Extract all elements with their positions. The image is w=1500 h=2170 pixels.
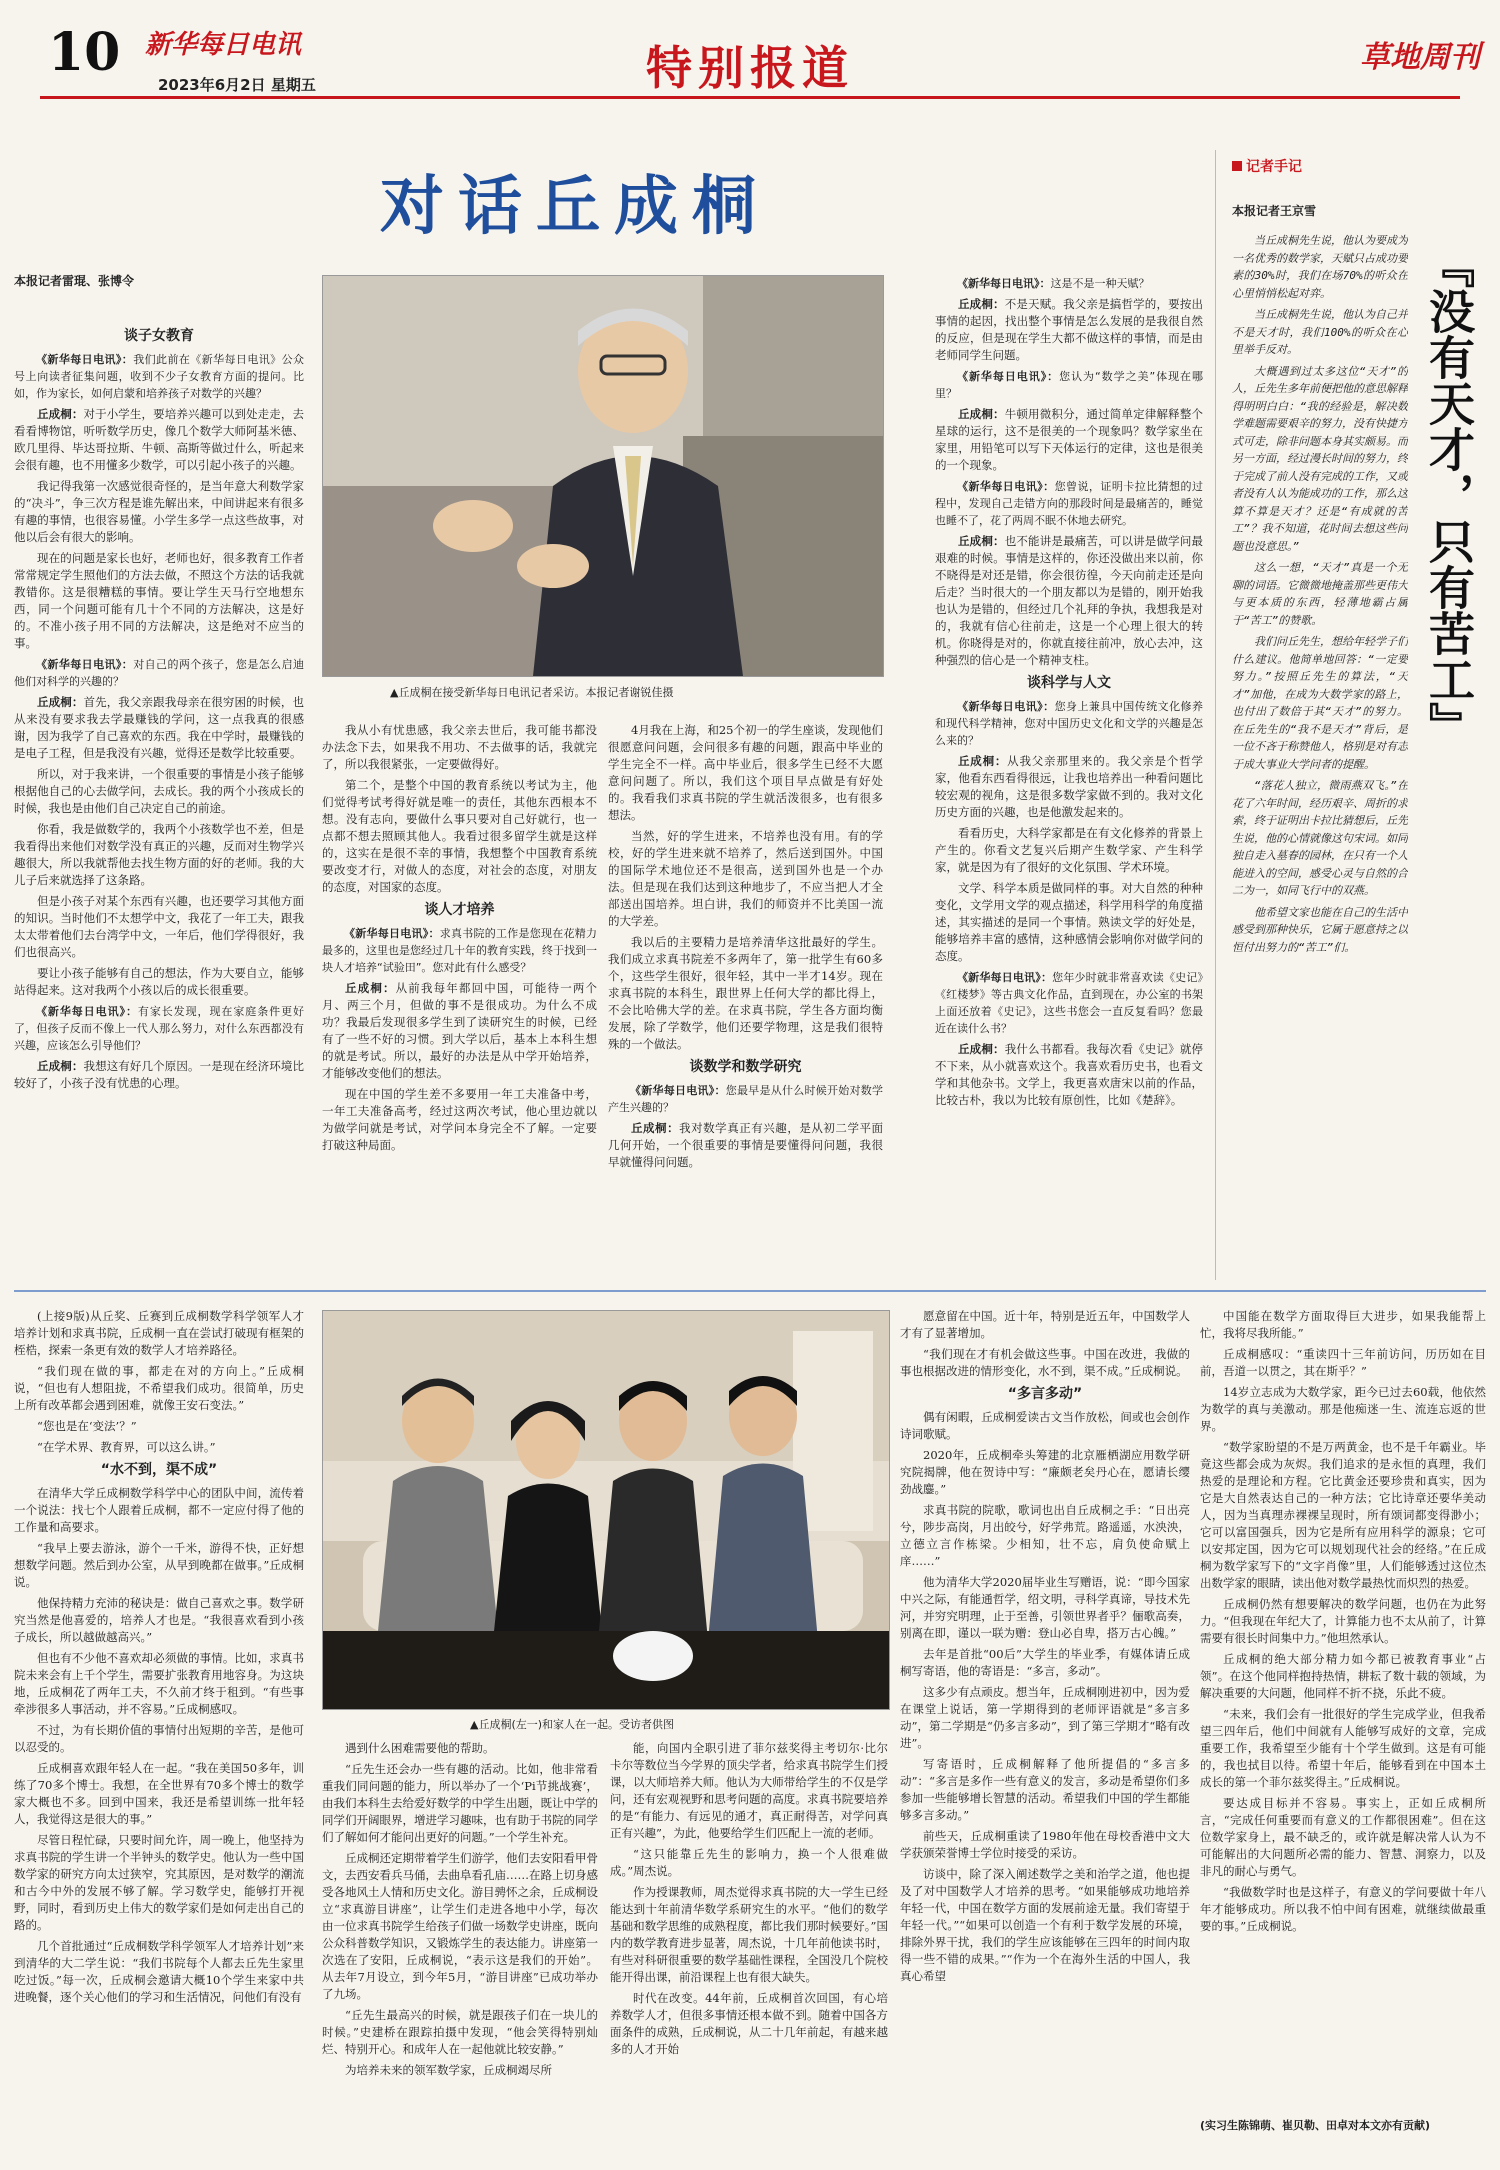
lower-column-1-body: [14, 1308, 304, 1456]
lower-column-3-body: [610, 1740, 888, 2058]
paragraph: 《新华每日电讯》：您曾说，证明卡拉比猜想的过程中，发现自己走错方向的那段时间是最痛苦的，睡觉也睡不了，花了两周不眠不休地去研究。: [935, 480, 1203, 527]
paragraph: 《新华每日电讯》：您认为“数学之美”体现在哪里？: [935, 370, 1203, 400]
paragraph: 丘成桐：从我父亲那里来的。我父亲是个哲学家，他看东西看得很远，让我也培养出一种看问题比较宏观的视角，这是很多数学家做不到的。我对文化历史方面的兴趣，也是他激发起来的。: [935, 754, 1203, 819]
paragraph: 所以，对于我来讲，一个很重要的事情是小孩子能够根据他自己的心去做学问，去成长。我的两个小孩成长的时候，我也是由他们自己决定自己的前途。: [14, 767, 304, 815]
paragraph: 遇到什么困难需要他的帮助。: [345, 1741, 495, 1755]
column-3: [608, 722, 883, 1282]
paragraph: “我做数学时也是这样子，有意义的学问要做十年八年才能够成功。所以我不怕中间有困难，就继续做最重要的事。”丘成桐说。: [1200, 1885, 1486, 1933]
column-1: [14, 322, 304, 1272]
lower-column-5: [1200, 1308, 1486, 2123]
issue-date: 2023年6月2日 星期五: [158, 76, 316, 94]
column-1-body: [14, 351, 304, 1092]
paragraph: 他希望文家也能在自己的生活中感受到那种快乐，它属于愿意持之以恒付出努力的“苦工”们。: [1232, 905, 1408, 954]
answer-lead: 丘成桐：: [37, 695, 84, 709]
paragraph: 丘成桐：我什么书都看。我每次看《史记》就停不下来，从小就喜欢这个。我喜欢看历史书，也看文学和其他杂书。文学上，我更喜欢唐宋以前的作品，比较古朴，我以为比较有原创性，比如《楚辞》。: [935, 1042, 1203, 1107]
paragraph: 前些天，丘成桐重读了1980年他在母校香港中文大学获颁荣誉博士学位时接受的采访。: [900, 1829, 1190, 1860]
paragraph: 《新华每日电讯》：您年少时就非常喜欢读《史记》《红楼梦》等古典文化作品，直到现在，办公室的书架上面还放着《史记》，这些书您会一直反复看吗？您最近在读什么书？: [935, 971, 1203, 1035]
interview-photo: [322, 275, 884, 677]
paragraph: 但也有不少他不喜欢却必须做的事情。比如，求真书院未来会有上千个学生，需要扩张教育用地容身。为这块地，丘成桐花了两年工夫，不久前才终于租到。“有些事牵涉很多人事活动，并不容易。”丘成桐感叹。: [14, 1651, 304, 1716]
paragraph: 当丘成桐先生说，他认为要成为一名优秀的数学家，天赋只占成功要素的30%时，我们在场70%的听众在心里悄悄松起对弈。: [1232, 234, 1408, 300]
section-heading-water: “水不到，渠不成”: [100, 1462, 218, 1478]
article-title: 对话丘成桐: [380, 169, 770, 244]
section-heading-math: 谈数学和数学研究: [689, 1059, 802, 1075]
lower-column-4-body: [900, 1308, 1190, 1380]
lower-column-1-body-b: [14, 1485, 304, 2006]
paragraph: 求真书院的院歌，歌词也出自丘成桐之手：“日出亮兮，陟步高岗，月出皎兮，好学弗荒。路遥遥，水泱泱，立德立言作栋梁。少相知，壮不忘，肩负使命赋上庠……”: [900, 1503, 1190, 1568]
page-number: 10: [48, 22, 121, 83]
lower-column-2-body: [322, 1740, 598, 2079]
photo1-caption: ▲丘成桐在接受新华每日电讯记者采访。本报记者谢锐佳摄: [390, 686, 674, 699]
question-lead: 《新华每日电讯》：: [957, 277, 1051, 290]
answer-lead: 丘成桐：: [958, 407, 1005, 421]
paragraph: “未来，我们会有一批很好的学生完成学业，但我希望三四年后，他们中间就有人能够写成好的文章，完成重要工作，我希望至少能有十个学生做到。这是有可能的，我也拭目以待。希望十年后，能够看到在中国本土成长的第一个菲尔兹奖得主。”丘成桐说。: [1200, 1707, 1486, 1789]
paragraph: 能，向国内全职引进了菲尔兹奖得主考切尔·比尔卡尔等数位当今学界的顶尖学者，给求真书院学生们授课，以大师培养大师。他认为大师带给学生的不仅是学问，还有宏观视野和思考问题的高度。求真书院要培养的是“有能力、有远见的通才，真正耐得苦，对学问真正有兴趣”，为此，他要给学生们匹配上一流的老师。: [610, 1741, 888, 1840]
paragraph: “您也是在‘变法’？”: [37, 1419, 137, 1433]
paragraph: 尽管日程忙碌，只要时间允许，周一晚上，他坚持为求真书院的学生讲一个半钟头的数学史。他认为一些中国数学家的研究方向太过狭窄，究其原因，是对数学的潮流和古今中外的发展不够了解。学习数学史，能够打开视野，同时，看到历史上伟大的数学家们是如何走出自己的路的。: [14, 1833, 304, 1932]
section-heading-talent: 谈人才培养: [424, 902, 495, 918]
answer-lead: 丘成桐：: [958, 534, 1005, 548]
paragraph: 但是小孩子对某个东西有兴趣，也还要学习其他方面的知识。当时他们不太想学中文，我花了一年工夫，跟我太太带着他们去台湾学中文，一年后，他们学得很好，我们也很高兴。: [14, 894, 304, 959]
lower-column-2: [322, 1740, 598, 2150]
paper-name: 新华每日电讯: [145, 30, 302, 60]
paragraph: 丘成桐：我对数学真正有兴趣，是从初二学平面几何开始，一个很重要的事情是要懂得问问题，我很早就懂得问问题。: [608, 1121, 883, 1169]
paragraph: 丘成桐：对于小学生，要培养兴趣可以到处走走，去看看博物馆，听听数学历史，像几个数学大师阿基米德、欧几里得、毕达哥拉斯、牛顿、高斯等做过什么，听起来会很有趣，也不用懂多少数学，可以引起小孩子的兴趣。: [14, 407, 304, 472]
question-lead: 《新华每日电讯》：: [957, 370, 1060, 383]
column-3-body-b: [608, 1082, 883, 1171]
paragraph: 我记得我第一次感觉很奇怪的，是当年意大利数学家的“决斗”，争三次方程是谁先解出来，中间讲起来有很多有趣的事情，也很容易懂。小学生多学一点这些故事，对他以后会有很大的影响。: [14, 479, 304, 544]
paragraph: “在学术界、教育界，可以这么讲。”: [37, 1440, 216, 1454]
paragraph: 第二个，是整个中国的教育系统以考试为主，他们觉得考试考得好就是唯一的责任，其他东西根本不想。没有志向，要做什么事只要对自己好就行，也一点都不想去照顾其他人。我看过很多留学生就是这样的，这实在是很不幸的事情，我想整个中国教育系统要改变才行，对做人的态度，对社会的态度，对朋友的态度，对国家的态度。: [322, 778, 597, 894]
paragraph: “丘先生最高兴的时候，就是跟孩子们在一块儿的时候。”史建桥在跟踪拍摄中发现，“他会笑得特别灿烂、特别开心。和成年人在一起他就比较安静。”: [322, 2008, 598, 2056]
paragraph: “这只能靠丘先生的影响力，换一个人很难做成。”周杰说。: [610, 1847, 888, 1878]
paragraph: 大概遇到过太多这位“天才”的人，丘先生多年前便把他的意思解释得明明白白：“我的经验是，解决数学难题需要艰辛的努力，没有快捷方式可走，除非问题本身其实颇易。而另一方面，经过漫长时间的努力，终于完成了前人没有完成的工作，又或者没有人认为能成功的工作，那么这算不算是天才？还是“有成就的苦工”？我不知道，花时间去想这些问题也没意思。”: [1232, 364, 1408, 553]
sidebar-title: 『没有天才，只有苦工』: [1422, 242, 1476, 748]
section-heading-science: 谈科学与人文: [1027, 675, 1111, 691]
article-byline: 本报记者雷琨、张博令: [14, 274, 135, 288]
question-lead: 《新华每日电讯》：: [957, 480, 1055, 493]
paragraph: 《新华每日电讯》：这是不是一种天赋？: [957, 277, 1150, 290]
question-lead: 《新华每日电讯》：: [36, 1005, 138, 1018]
paragraph: “数学家盼望的不是万两黄金，也不是千年霸业。毕竟这些都会成为灰烬。我们追求的是永恒的真理，我们热爱的是理论和方程。它比黄金还要珍贵和真实，因为它是大自然表达自己的一种方法；它比诗章还要华美动人，因为当真理赤裸裸呈现时，所有颂词都变得渺小；它可以富国强兵，因为它是所有应用科学的源泉；它可以安邦定国，因为它可以规划现代社会的经络。”在丘成桐为数学家写下的“文字肖像”里，人们能够透过这位杰出数学家的眼睛，读出他对数学最热忱而炽烈的热爱。: [1200, 1440, 1486, 1590]
column-2-body-b: [322, 925, 597, 1154]
sidebar-label-mark: [1232, 161, 1242, 171]
question-lead: 《新华每日电讯》：: [36, 658, 134, 671]
paragraph: 为培养未来的领军数学家，丘成桐竭尽所: [345, 2063, 552, 2077]
masthead: [0, 0, 1500, 100]
paragraph: 写寄语时，丘成桐解释了他所提倡的“多言多动”：“多言是多作一些有意义的发言，多动是希望你们多参加一些能够增长智慧的活动。希望我们中国的学生都能够多言多动。”: [900, 1757, 1190, 1822]
section-title: 特别报道: [646, 41, 854, 95]
question-lead: 《新华每日电讯》：: [36, 353, 134, 366]
lower-column-4: [900, 1308, 1190, 2148]
paragraph: 丘成桐：也不能讲是最痛苦，可以讲是做学问最艰难的时候。事情是这样的，你还没做出来以前，你不晓得是对还是错，你会很彷徨，今天向前走还是向后走？当时很大的一个朋友都以为是错的，刚开始我也认为是错的，但经过几个礼拜的争执，我想我是对的，我就有信心往前走，这是一个心理上很大的转机。你晓得是对的，你就直接往前冲，放心去冲，这种强烈的信心是一个精神支柱。: [935, 534, 1203, 667]
paragraph: 现在的问题是家长也好，老师也好，很多教育工作者常常规定学生照他们的方法去做，不照这个方法的话我就教错你。这是很糟糕的事情。要让学生天马行空地想东西，同一个问题可能有几十个不同的方法解决，这是好的。不准小孩子用不同的方法解决，这是绝对不应当的事。: [14, 551, 304, 650]
lower-column-4-body-b: [900, 1409, 1190, 1985]
column-2: [322, 722, 597, 1282]
weekly-logo: [1270, 20, 1480, 80]
sidebar-label: [1232, 156, 1302, 176]
answer-lead: 丘成桐：: [958, 1042, 1005, 1056]
paragraph: 看看历史，大科学家都是在有文化修养的背景上产生的。你看文艺复兴后期产生数学家、产生科学家，就是因为有了很好的文化氛围、学术环境。: [935, 826, 1203, 874]
interview-photo-illustration: [323, 276, 883, 676]
paragraph: 现在中国的学生差不多要用一年工夫准备中考，一年工夫准备高考，经过这两次考试，他心里边就以为做学问就是考试，对学问本身完全不了解。一定要打破这种局面。: [322, 1087, 597, 1152]
paragraph: 你看，我是做数学的，我两个小孩数学也不差，但是我看得出来他们对数学没有真正的兴趣，反而对生物学兴趣很大，所以我就帮他去找生物方面的好的老师。我的大儿子后来就选择了这条路。: [14, 822, 304, 887]
paragraph: 4月我在上海，和25个初一的学生座谈，发现他们很愿意问问题，会问很多有趣的问题，跟高中毕业的学生完全不一样。高中毕业后，很多学生已经不大愿意问问题了。所以，我们这个项目早点做是有好处的。我看我们求真书院的学生就活泼很多，也有很多想法。: [608, 723, 883, 822]
paragraph: 当丘成桐先生说，他认为自己并不是天才时，我们100%的听众在心里举手反对。: [1232, 308, 1408, 356]
sidebar: [1215, 150, 1491, 1280]
paragraph: 在清华大学丘成桐数学科学中心的团队中间，流传着一个说法：找七个人跟着丘成桐，都不一定应付得了他的工作量和高要求。: [14, 1486, 304, 1534]
contributors-credit: (实习生陈锦萌、崔贝勒、田卓对本文亦有贡献): [1200, 2119, 1431, 2132]
family-photo: [322, 1310, 890, 1710]
paragraph: 我以后的主要精力是培养清华这批最好的学生。我们成立求真书院差不多两年了，第一批学生有60多个，这些学生很好，很年轻，其中一半才14岁。现在求真书院的本科生，跟世界上任何大学的都比得上，不会比哈佛大学的差。在求真书院，学生各方面均衡发展，除了学数学，他们还要学物理，这是我们很特殊的一个做法。: [608, 935, 883, 1051]
paragraph: 丘成桐喜欢跟年轻人在一起。“我在美国50多年，训练了70多个博士。我想，在全世界有70多个博士的数学家大概也不多。回到中国来，我还是希望训练一批年轻人，我觉得这是很大的事。”: [14, 1761, 304, 1826]
paragraph: 要让小孩子能够有自己的想法，作为大要自立，能够站得起来。这对我两个小孩以后的成长很重要。: [14, 966, 304, 997]
paragraph: 《新华每日电讯》：求真书院的工作是您现在花精力最多的，这里也是您经过几十年的教育实践，终于找到一块人才培养“试验田”。您对此有什么感受？: [322, 927, 597, 974]
paragraph: 丘成桐的绝大部分精力如今都已被教育事业“占领”。在这个他同样抱持热情，耕耘了数十载的领域，为解决重要的大问题，他同样不折不挠，乐此不疲。: [1200, 1652, 1486, 1700]
paragraph: 丘成桐感叹：“重读四十三年前访问，历历如在目前，吾道一以贯之，其在斯乎？”: [1200, 1347, 1486, 1378]
question-lead: 《新华每日电讯》：: [630, 1084, 726, 1097]
lower-column-3: [610, 1740, 888, 2150]
paragraph: 去年是首批“00后”大学生的毕业季，有媒体请丘成桐写寄语，他的寄语是：“多言，多动”。: [900, 1647, 1190, 1678]
sidebar-label-text: 记者手记: [1246, 159, 1302, 175]
paragraph: 这多少有点顽皮。想当年，丘成桐刚进初中，因为爱在课堂上说话，第一学期得到的老师评语就是“多言多动”，第二学期是“仍多言多动”，到了第三学期才“略有改进”。: [900, 1685, 1190, 1750]
paragraph: 他为清华大学2020届毕业生写赠语，说：“即今国家中兴之际，有能通哲学，绍文明，寻科学真谛，导技术先河，并穷究明理，止于至善，引领世界者乎？俪歌高奏，别离在即，谨以一联为赠：登山必自卑，搭万古心魄。”: [900, 1575, 1190, 1640]
answer-lead: 丘成桐：: [958, 297, 1005, 311]
paragraph: “我早上要去游泳，游个一千米，游得不快，正好想想数学问题。然后到办公室，从早到晚都在做事。”丘成桐说。: [14, 1541, 304, 1589]
paragraph: 文学、科学本质是做同样的事。对大自然的种种变化，文学用文学的观点描述，科学用科学的角度描述，其实描述的是同一个事情。熟读文学的好处是，能够培养丰富的感情，这种感情会影响你对做学问的态度。: [935, 881, 1203, 963]
column-3-body-a: [608, 722, 883, 1053]
section-divider: [14, 1290, 1486, 1292]
paragraph: 我们问丘先生，想给年轻学子们什么建议。他简单地回答：“一定要努力。”按照丘先生的算法，“天才”加他，在成为大数学家的路上，也付出了数倍于其“天才”的努力。在丘先生的“我不是天才”背后，是一位不吝于称赞他人，格别是对有志于成大事业大学问者的提醒。: [1232, 635, 1408, 771]
paragraph: 丘成桐：不是天赋。我父亲是搞哲学的，要按出事情的起因，找出整个事情是怎么发展的是我很自然的反应，但是现在学生大都不做这样的事情，而是由老师同学生问题。: [935, 297, 1203, 362]
paragraph: 丘成桐：首先，我父亲跟我母亲在很穷困的时候，也从来没有要求我去学最赚钱的学问，这一点我真的很感谢，因为我学了自己喜欢的东西。我在中学时，最赚钱的是电子工程，但是我没有兴趣，觉得还是数学比较重要。: [14, 695, 304, 760]
answer-lead: 丘成桐：: [37, 407, 84, 421]
answer-lead: 丘成桐：: [958, 754, 1008, 768]
paragraph: “丘先生还会办一些有趣的活动。比如，他非常看重我们同问题的能力，所以举办了一个‘Pi节挑战赛’，由我们本科生去给爱好数学的中学生出题，既让中学的同学们开阔眼界，增进学习趣味，也有助于书院的同学们了解如何才能问出更好的问题。”一个学生补充。: [322, 1762, 598, 1844]
paragraph: 《新华每日电讯》：您最早是从什么时候开始对数学产生兴趣的？: [608, 1084, 883, 1114]
question-lead: 《新华每日电讯》：: [957, 700, 1055, 713]
question-lead: 《新华每日电讯》：: [957, 971, 1053, 984]
family-photo-illustration: [323, 1311, 889, 1709]
column-2-body-a: [322, 722, 597, 896]
paragraph: 丘成桐仍然有想要解决的数学问题，也仍在为此努力。“但我现在年纪大了，计算能力也不太从前了，计算需要有很长时间集中力。”他坦然承认。: [1200, 1597, 1486, 1645]
paragraph: 我从小有忧患感，我父亲去世后，我可能书都没办法念下去，如果我不用功、不去做事的话，我就完了，所以我很紧张，一定要做得好。: [322, 723, 597, 771]
answer-lead: 丘成桐：: [37, 1059, 84, 1073]
paragraph: “我们现在才有机会做这些事。中国在改进，我做的事也根据改进的情形变化，水不到，渠不成。”丘成桐说。: [900, 1347, 1190, 1378]
paragraph: 愿意留在中国。近十年，特别是近五年，中国数学人才有了显著增加。: [900, 1309, 1190, 1340]
paragraph: 时代在改变。44年前，丘成桐首次回国，有心培养数学人才，但很多事情还根本做不到。随着中国各方面条件的成熟，丘成桐说，从二十几年前起，有越来越多的人才开始: [610, 1991, 888, 2056]
paragraph: 丘成桐还定期带着学生们游学，他们去安阳看甲骨文，去西安看兵马俑，去曲阜看孔庙……在路上切身感受各地风土人情和历史文化。游目骋怀之余，丘成桐设立“求真游目讲座”，让学生们走进各地中小学，每次由一位求真书院学生给孩子们做一场数学史讲座，既向公众科普数学知识，又锻炼学生的表达能力。讲座第一次选在了安阳，丘成桐说，“表示这是我们的开始”。从去年7月设立，到今年5月，“游目讲座”已成功举办了九场。: [322, 1851, 598, 2001]
paragraph: 作为授课教师，周杰觉得求真书院的大一学生已经能达到十年前清华数学系研究生的水平。“他们的数学基础和数学思维的成熟程度，都比我们那时候要好。”国内的数学教育进步显著，周杰说，十几年前他读书时，有些对科研很重要的数学基础性课程，全国没几个院校能开得出课，前沿课程上也有很大缺失。: [610, 1885, 888, 1984]
column-4: [935, 275, 1203, 1275]
paragraph: 偶有闲暇，丘成桐爱读古文当作放松，间或也会创作诗词歌赋。: [900, 1410, 1190, 1441]
paragraph: 中国能在数学方面取得巨大进步，如果我能帮上忙，我将尽我所能。”: [1200, 1309, 1486, 1340]
paragraph: 14岁立志成为大数学家，距今已过去60载，他依然为数学的真与美激动。那是他痴迷一生、流连忘返的世界。: [1200, 1385, 1486, 1433]
column-4-science-body: [935, 698, 1203, 1109]
paragraph: 要达成目标并不容易。事实上，正如丘成桐所言，“完成任何重要而有意义的工作都很困难”。但在这位数学家身上，最不缺乏的，或许就是解决常人认为不可能解出的大问题所必需的能力、智慧、洞察力，以及非凡的耐心与勇气。: [1200, 1796, 1486, 1878]
sidebar-body: [1232, 232, 1408, 1272]
masthead-divider: [40, 96, 1460, 99]
paragraph: 几个首批通过“丘成桐数学科学领军人才培养计划”来到清华的大二学生说：“我们书院每个人都去丘先生家里吃过饭。”每一次，丘成桐会邀请大概10个学生来家中共进晚餐，逐个关心他们的学习和生活情况，问他们有没有: [14, 1939, 304, 2004]
paragraph: “落花人独立，微雨燕双飞。”在花了六年时间，经历艰辛、周折的求索，终于证明出卡拉比猜想后，丘先生说，他的心情就像这句宋词。如同独自走入墓春的园林，在只有一个人能进入的空间，感受心灵与自然的合二为一，如同飞行中的双燕。: [1232, 779, 1408, 897]
paragraph: 《新华每日电讯》：您身上兼具中国传统文化修养和现代科学精神，您对中国历史文化和文学的兴趣是怎么来的？: [935, 700, 1203, 747]
paragraph: 2020年，丘成桐牵头筹建的北京雁栖湖应用数学研究院揭牌，他在贺诗中写：“廉颇老矣丹心在，愿请长缨劲战鏖。”: [900, 1448, 1190, 1496]
answer-lead: 丘成桐：: [345, 981, 396, 995]
weekly-name: 草地周刊: [1360, 40, 1480, 75]
paragraph: 访谈中，除了深入阐述数学之美和治学之道，他也提及了对中国数学人才培养的思考。“如果能够成功地培养年轻一代，中国在数学方面的发展前途无量。我们寄望于年轻一代。”“如果可以创造一个有利于数学发展的环境，排除外界干扰，我们的学生应该能够在三四年的时间内取得一些不错的成果。”“作为一个在海外生活的中国人，我真心希望: [900, 1867, 1190, 1983]
answer-lead: 丘成桐：: [631, 1121, 680, 1135]
paragraph: 《新华每日电讯》：我们此前在《新华每日电讯》公众号上向读者征集问题，收到不少子女教育方面的提问。比如，作为家长，如何启蒙和培养孩子对数学的兴趣？: [14, 353, 304, 400]
paper-logo: [145, 24, 325, 62]
paragraph: 当然，好的学生进来，不培养也没有用。有的学校，好的学生进来就不培养了，然后送到国外。中国的国际学术地位还不是很高，送到国外也是一个办法。但是现在我们达到这种地步了，不应当把人才全部送出国培养。坦白讲，我们的师资并不比美国一流的大学差。: [608, 829, 883, 928]
question-lead: 《新华每日电讯》：: [344, 927, 440, 940]
paragraph: 丘成桐：牛顿用微积分，通过简单定律解释整个星球的运行，这不是很美的一个现象吗？数学家坐在家里，用铅笔可以写下天体运行的定律，这也是很美的一个现象。: [935, 407, 1203, 472]
section-heading-speak: “多言多动”: [1007, 1386, 1083, 1402]
paragraph: 他保持精力充沛的秘诀是：做自己喜欢之事。数学研究当然是他喜爱的，培养人才也是。“我很喜欢看到小孩子成长，所以越做越高兴。”: [14, 1596, 304, 1644]
paragraph: 《新华每日电讯》：有家长发现，现在家庭条件更好了，但孩子反而不像上一代人那么努力，对什么东西都没有兴趣，应该怎么引导他们？: [14, 1005, 304, 1052]
paragraph: 丘成桐：我想这有好几个原因。一是现在经济环境比较好了，小孩子没有忧患的心理。: [14, 1059, 304, 1090]
paragraph: “我们现在做的事，都走在对的方向上。”丘成桐说，“但也有人想阻拢，不希望我们成功。很简单，历史上所有改革都会遇到困难，就像王安石变法。”: [14, 1364, 304, 1412]
section-heading-education: 谈子女教育: [124, 328, 194, 344]
paragraph: (上接9版)从丘奖、丘赛到丘成桐数学科学领军人才培养计划和求真书院，丘成桐一直在尝试打破现有框架的桎梏，探索一条更有效的数学人才培养路径。: [14, 1309, 304, 1357]
lower-column-1: [14, 1308, 304, 2148]
paragraph: 不过，为有长期价值的事情付出短期的辛苦，是他可以忍受的。: [14, 1723, 304, 1754]
sidebar-byline: 本报记者王京雪: [1232, 204, 1317, 218]
paragraph: 丘成桐：从前我每年都回中国，可能待一两个月、两三个月，但做的事不是很成功。为什么不成功？我最后发现很多学生到了读研究生的时候，已经有了一些不好的习惯。到大学以后，基本上本科生想的就是考试。所以，最好的办法是从中学开始培养，才能够改变他们的想法。: [322, 981, 597, 1080]
paragraph: 这么一想，“天才”真是一个无聊的词语。它微微地掩盖那些更伟大与更本质的东西，轻薄地霸占属于“苦工”的赞歌。: [1232, 561, 1408, 627]
paragraph: 《新华每日电讯》：对自己的两个孩子，您是怎么启迪他们对科学的兴趣的？: [14, 658, 304, 688]
lower-column-5-body: [1200, 1308, 1486, 1935]
photo2-caption: ▲丘成桐(左一)和家人在一起。受访者供图: [470, 1718, 675, 1731]
column-4-body: [935, 275, 1203, 669]
